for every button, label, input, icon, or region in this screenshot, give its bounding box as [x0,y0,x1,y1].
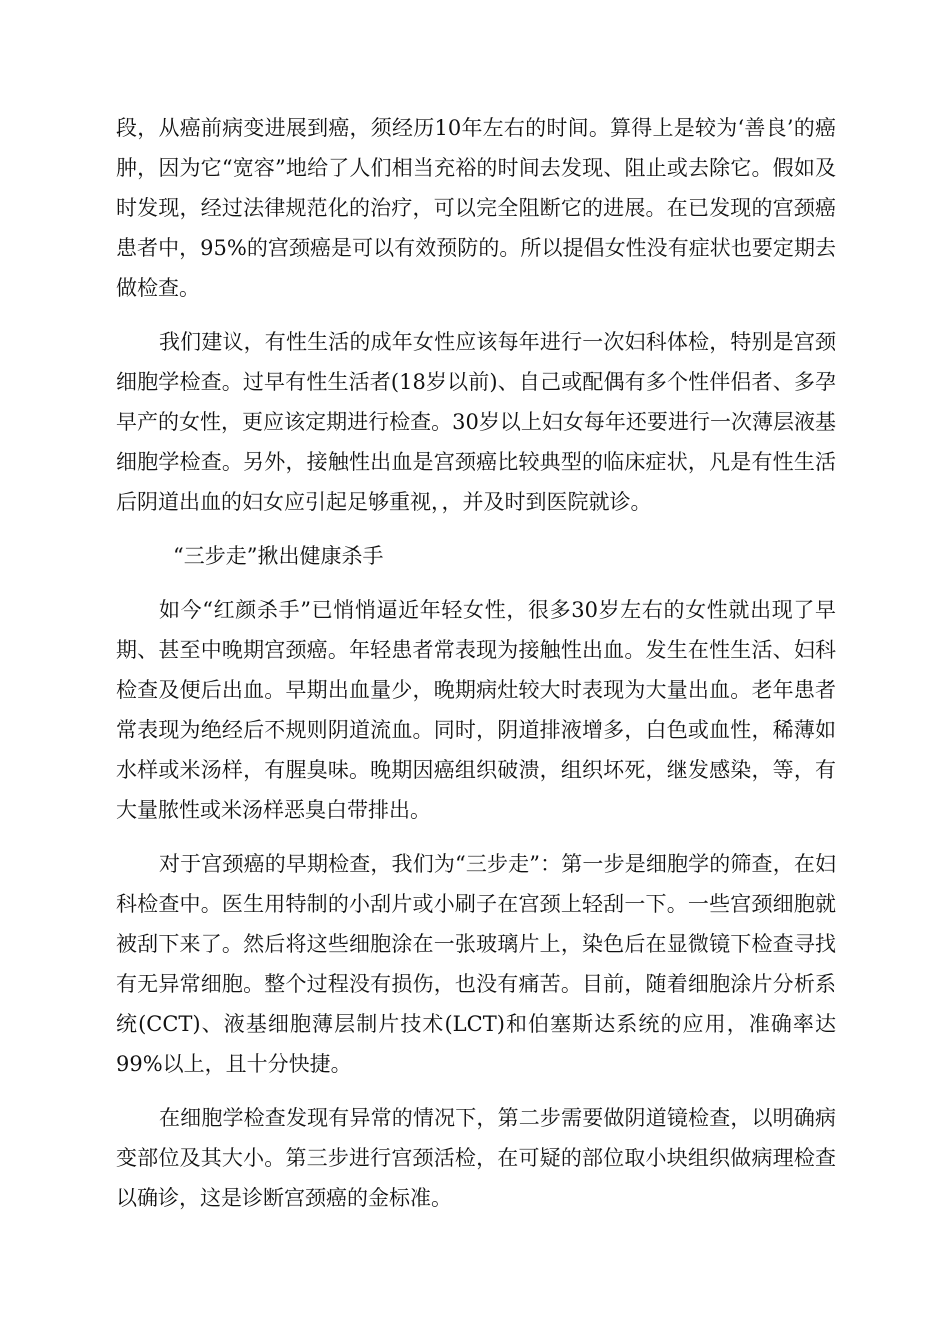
paragraph-continuation: 段，从癌前病变进展到癌，须经历10年左右的时间。算得上是较为‘善良’的癌肿，因为它“宽容”地给了人们相当充裕的时间去发现、阻止或去除它。假如及时发现，经过法律规范化的治疗，可以完全阻断它的进展。在已发现的宫颈癌患者中，95%的宫颈癌是可以有效预防的。所以提倡女性没有症状也要定期去做检查。 [116,116,836,300]
paragraph-screening-steps: 对于宫颈癌的早期检查，我们为“三步走”：第一步是细胞学的筛查，在妇科检查中。医生用特制的小刮片或小刷子在宫颈上轻刮一下。一些宫颈细胞就被刮下来了。然后将这些细胞涂在一张玻璃片上，染色后在显微镜下检查寻找有无异常细胞。整个过程没有损伤，也没有痛苦。目前，随着细胞涂片分析系统(CCT)、液基细胞薄层制片技术(LCT)和伯塞斯达系统的应用，准确率达99%以上，且十分快捷。 [116,852,836,1076]
paragraph-recommendation: 我们建议，有性生活的成年女性应该每年进行一次妇科体检，特别是宫颈细胞学检查。过早有性生活者(18岁以前)、自己或配偶有多个性伴侣者、多孕早产的女性，更应该定期进行检查。30岁以上妇女每年还要进行一次薄层液基细胞学检查。另外，接触性出血是宫颈癌比较典型的临床症状，凡是有性生活后阴道出血的妇女应引起足够重视，，并及时到医院就诊。 [116,330,836,514]
paragraph-diagnosis: 在细胞学检查发现有异常的情况下，第二步需要做阴道镜检查，以明确病变部位及其大小。第三步进行宫颈活检，在可疑的部位取小块组织做病理检查以确诊，这是诊断宫颈癌的金标准。 [116,1106,836,1210]
document-body [116,108,836,1232]
paragraph-symptoms: 如今“红颜杀手”已悄悄逼近年轻女性，很多30岁左右的女性就出现了早期、甚至中晚期宫颈癌。年轻患者常表现为接触性出血。发生在性生活、妇科检查及便后出血。早期出血量少，晚期病灶较大时表现为大量出血。老年患者常表现为绝经后不规则阴道流血。同时，阴道排液增多，白色或血性，稀薄如水样或米汤样，有腥臭味。晚期因癌组织破溃，组织坏死，继发感染，等，有大量脓性或米汤样恶臭白带排出。 [116,598,836,822]
section-heading: “三步走”揪出健康杀手 [173,544,384,568]
